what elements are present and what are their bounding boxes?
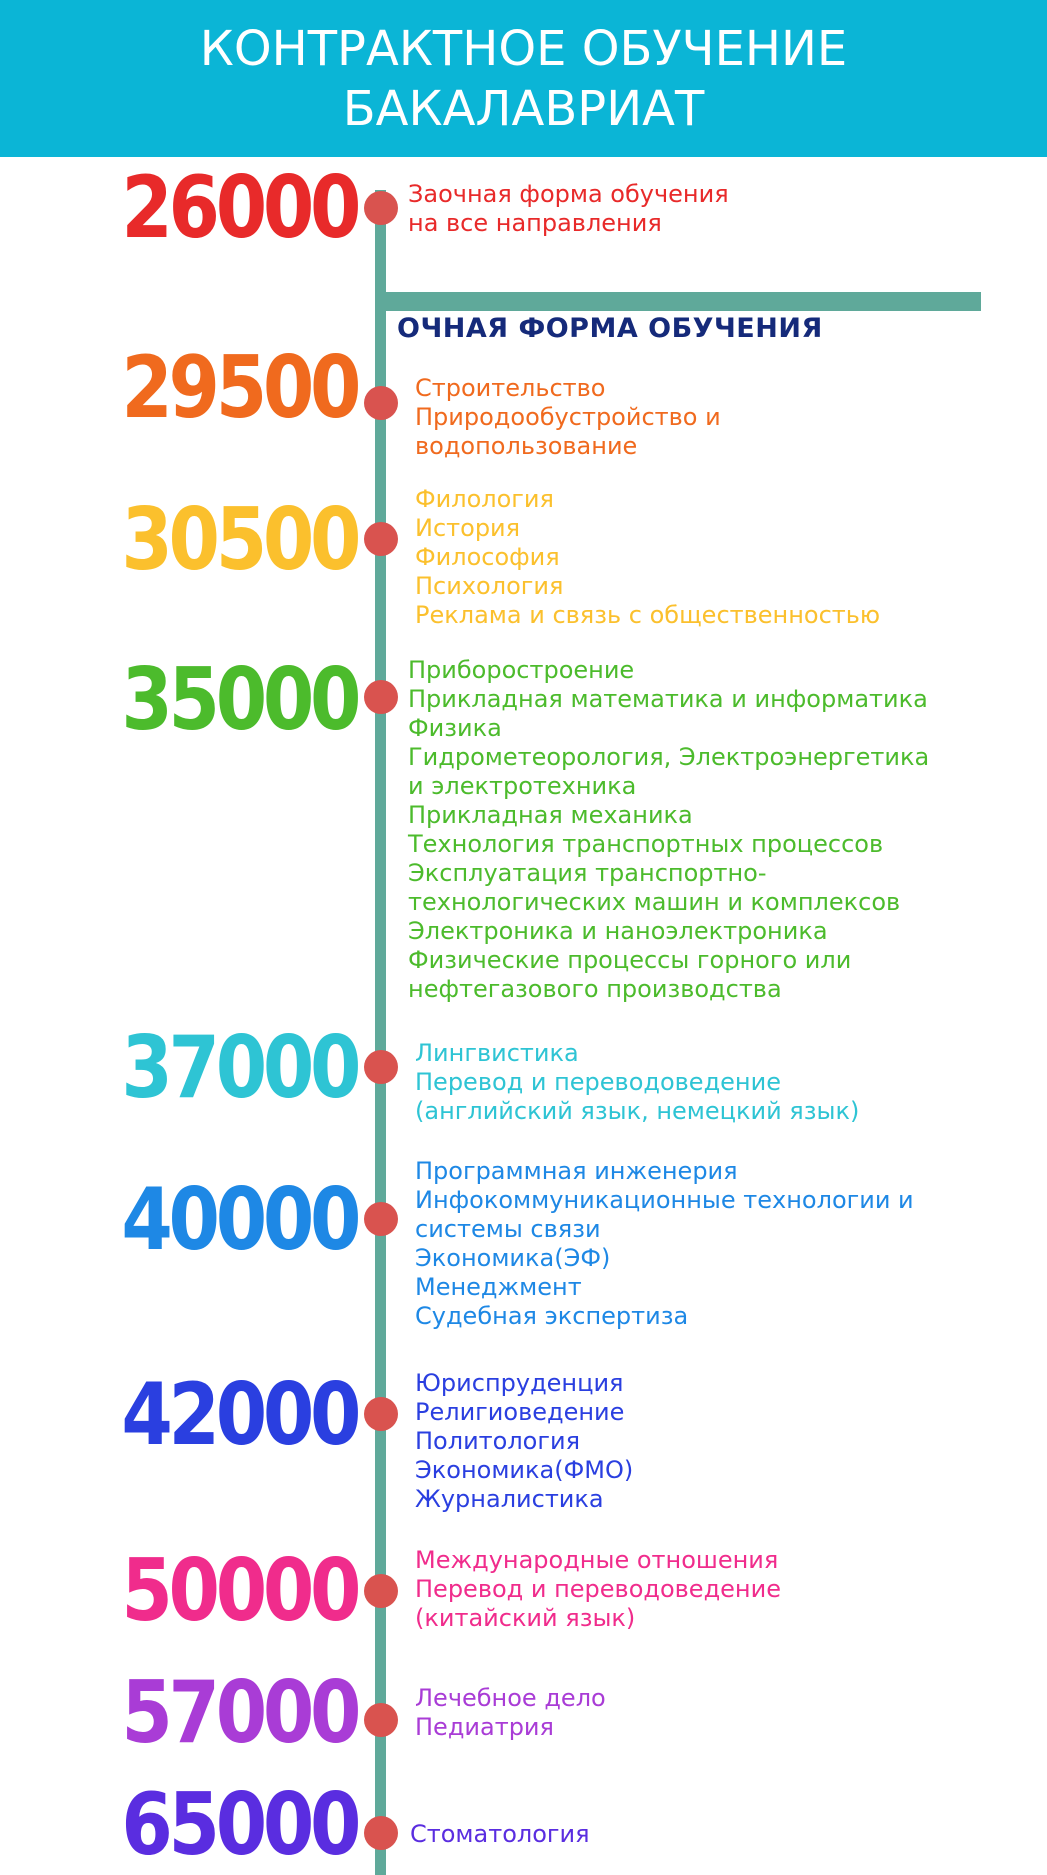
tier-programs-list bbox=[415, 1039, 859, 1126]
program-item: нефтегазового производства bbox=[408, 975, 782, 1003]
tier-programs-list bbox=[415, 485, 880, 630]
program-item: водопользование bbox=[415, 432, 638, 460]
program-item: Программная инженерия bbox=[415, 1157, 738, 1185]
program-item: Перевод и переводоведение bbox=[415, 1068, 781, 1096]
program-item: Филология bbox=[415, 485, 554, 513]
tier-programs-list bbox=[415, 374, 721, 461]
program-item: Строительство bbox=[415, 374, 606, 402]
price-tier-26000: 26000 bbox=[121, 158, 357, 258]
timeline-dot bbox=[364, 1574, 398, 1608]
tier-programs-list bbox=[408, 656, 929, 1004]
program-item: Стоматология bbox=[410, 1820, 590, 1848]
program-item: (английский язык, немецкий язык) bbox=[415, 1097, 860, 1125]
tier-programs-list bbox=[415, 1546, 781, 1633]
program-item: Международные отношения bbox=[415, 1546, 779, 1574]
program-item: История bbox=[415, 514, 521, 542]
program-item: Юриспруденция bbox=[415, 1369, 624, 1397]
program-item: и электротехника bbox=[408, 772, 637, 800]
program-item: Инфокоммуникационные технологии и bbox=[415, 1186, 914, 1214]
timeline-dot bbox=[364, 386, 398, 420]
program-item: Экономика(ЭФ) bbox=[415, 1244, 611, 1272]
price-tier-29500: 29500 bbox=[121, 338, 357, 438]
program-item: Психология bbox=[415, 572, 564, 600]
price-tier-50000: 50000 bbox=[121, 1541, 357, 1641]
price-tier-42000: 42000 bbox=[121, 1365, 357, 1465]
page-title-line2: БАКАЛАВРИАТ bbox=[342, 80, 705, 137]
program-item: Педиатрия bbox=[415, 1713, 554, 1741]
program-item: на все направления bbox=[408, 209, 662, 237]
program-item: Лингвистика bbox=[415, 1039, 579, 1067]
timeline-dot bbox=[364, 680, 398, 714]
program-item: технологических машин и комплексов bbox=[408, 888, 901, 916]
program-item: Философия bbox=[415, 543, 560, 571]
page-title-line1: КОНТРАКТНОЕ ОБУЧЕНИЕ bbox=[199, 20, 848, 77]
header-banner bbox=[0, 0, 1047, 157]
timeline-dot bbox=[364, 522, 398, 556]
timeline-axis bbox=[375, 190, 386, 1875]
program-item: Приборостроение bbox=[408, 656, 635, 684]
timeline-dot bbox=[364, 1816, 398, 1850]
tier-programs-list bbox=[415, 1369, 633, 1514]
program-item: (китайский язык) bbox=[415, 1604, 636, 1632]
price-tier-30500: 30500 bbox=[121, 490, 357, 590]
program-item: Электроника и наноэлектроника bbox=[408, 917, 828, 945]
program-item: Политология bbox=[415, 1427, 580, 1455]
program-item: Реклама и связь с общественностью bbox=[415, 601, 881, 629]
timeline-dot bbox=[364, 1703, 398, 1737]
section-title-fulltime: ОЧНАЯ ФОРМА ОБУЧЕНИЯ bbox=[397, 313, 823, 344]
tier-programs-list bbox=[415, 1684, 606, 1742]
timeline-dot bbox=[364, 1202, 398, 1236]
timeline-dot bbox=[364, 1050, 398, 1084]
price-tier-65000: 65000 bbox=[121, 1775, 357, 1875]
program-item: Экономика(ФМО) bbox=[415, 1456, 634, 1484]
timeline-dot bbox=[364, 1397, 398, 1431]
program-item: Религиоведение bbox=[415, 1398, 625, 1426]
program-item: Прикладная механика bbox=[408, 801, 693, 829]
price-tier-57000: 57000 bbox=[121, 1663, 357, 1763]
timeline-branch bbox=[375, 292, 981, 311]
program-item: Физические процессы горного или bbox=[408, 946, 852, 974]
program-item: Природообустройство и bbox=[415, 403, 721, 431]
program-item: Журналистика bbox=[415, 1485, 604, 1513]
timeline-dot bbox=[364, 191, 398, 225]
program-item: Менеджмент bbox=[415, 1273, 582, 1301]
program-item: Эксплуатация транспортно- bbox=[408, 859, 767, 887]
tier-programs-list bbox=[410, 1820, 590, 1849]
price-tier-40000: 40000 bbox=[121, 1170, 357, 1270]
program-item: Технология транспортных процессов bbox=[408, 830, 884, 858]
program-item: системы связи bbox=[415, 1215, 601, 1243]
program-item: Заочная форма обучения bbox=[408, 180, 729, 208]
tier-programs-list bbox=[408, 180, 729, 238]
program-item: Физика bbox=[408, 714, 502, 742]
price-tier-37000: 37000 bbox=[121, 1018, 357, 1118]
tier-programs-list bbox=[415, 1157, 914, 1331]
program-item: Судебная экспертиза bbox=[415, 1302, 689, 1330]
program-item: Лечебное дело bbox=[415, 1684, 606, 1712]
program-item: Прикладная математика и информатика bbox=[408, 685, 928, 713]
price-tier-35000: 35000 bbox=[121, 650, 357, 750]
program-item: Перевод и переводоведение bbox=[415, 1575, 781, 1603]
program-item: Гидрометеорология, Электроэнергетика bbox=[408, 743, 930, 771]
